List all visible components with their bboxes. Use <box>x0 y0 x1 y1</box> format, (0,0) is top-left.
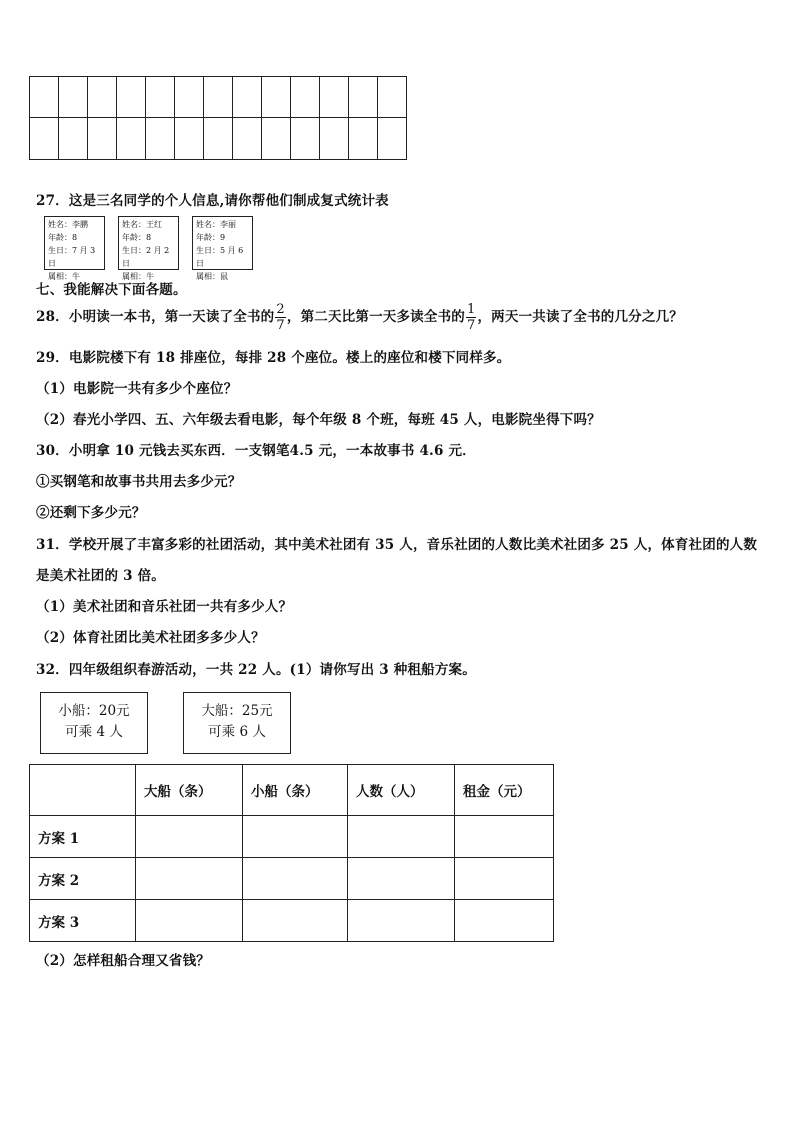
question-30-part-2: ②还剩下多少元？ <box>36 505 146 521</box>
q28-text-2: ，第二天比第一天多读全书的 <box>286 309 465 325</box>
table-header-row <box>30 765 554 816</box>
question-32: 32．四年级组织春游活动，一共 22 人。(1）请你写出 3 种租船方案。 <box>36 662 476 678</box>
card-zodiac: 属相：牛 <box>48 272 80 281</box>
table-cell[interactable] <box>243 816 348 858</box>
question-30-part-1: ①买钢笔和故事书共用去多少元？ <box>36 474 242 490</box>
table-cell[interactable] <box>136 900 243 942</box>
fraction-2-7 <box>275 302 285 333</box>
question-29-part-2: （2）春光小学四、五、六年级去看电影，每个年级 8 个班，每班 45 人，电影院坐得下吗？ <box>36 412 601 428</box>
small-boat-box <box>40 692 148 754</box>
fraction-denominator: 7 <box>466 318 476 333</box>
table-cell[interactable] <box>348 900 455 942</box>
table-header-cell <box>30 765 136 816</box>
question-28 <box>36 300 683 334</box>
table-cell[interactable] <box>455 816 554 858</box>
question-31-line-2: 是美术社团的 3 倍。 <box>36 568 165 584</box>
table-cell[interactable] <box>348 858 455 900</box>
info-card-3 <box>192 216 253 281</box>
section-heading: 七、我能解决下面各题。 <box>36 282 187 298</box>
card-age: 年龄：8 <box>122 233 152 242</box>
card-age: 年龄：8 <box>48 233 78 242</box>
big-boat-box <box>183 692 291 754</box>
info-card-1 <box>44 216 105 281</box>
fraction-numerator: 2 <box>276 302 285 317</box>
q28-text-1: 28．小明读一本书，第一天读了全书的 <box>36 309 275 325</box>
q28-text-3: ，两天一共读了全书的几分之几？ <box>477 309 683 325</box>
card-name: 姓名：李鹏 <box>48 220 88 229</box>
question-31-part-1: （1）美术社团和音乐社团一共有多少人？ <box>36 599 293 615</box>
plan-label: 方案 3 <box>30 900 136 942</box>
question-29: 29．电影院楼下有 18 排座位，每排 28 个座位。楼上的座位和楼下同样多。 <box>36 350 511 366</box>
table-cell[interactable] <box>136 858 243 900</box>
big-boat-price: 大船：25元 <box>201 703 273 719</box>
question-31-part-2: （2）体育社团比美术社团多多少人？ <box>36 630 265 646</box>
table-header-cell: 小船（条） <box>243 765 348 816</box>
card-zodiac: 属相：牛 <box>122 272 154 281</box>
question-27: 27．这是三名同学的个人信息,请你帮他们制成复式统计表 <box>36 193 389 209</box>
table-row <box>30 900 554 942</box>
question-31-line-1: 31．学校开展了丰富多彩的社团活动，其中美术社团有 35 人，音乐社团的人数比美术社团多 25 人，体育社团的人数 <box>36 537 758 553</box>
info-card-2 <box>118 216 179 281</box>
fraction-1-7 <box>466 302 476 333</box>
small-boat-price: 小船：20元 <box>58 703 130 719</box>
table-cell[interactable] <box>348 816 455 858</box>
empty-answer-grid <box>29 76 407 160</box>
table-row <box>30 858 554 900</box>
table-header-cell: 人数（人） <box>348 765 455 816</box>
card-birthday: 生日：2 月 2 日 <box>122 246 170 268</box>
fraction-numerator: 1 <box>466 302 476 317</box>
table-cell[interactable] <box>243 858 348 900</box>
big-boat-capacity: 可乘 6 人 <box>208 724 266 740</box>
boat-plan-table <box>29 764 554 942</box>
table-cell[interactable] <box>243 900 348 942</box>
table-header-cell: 租金（元） <box>455 765 554 816</box>
card-birthday: 生日：7 月 3 日 <box>48 246 96 268</box>
small-boat-capacity: 可乘 4 人 <box>65 724 123 740</box>
plan-label: 方案 2 <box>30 858 136 900</box>
question-30: 30．小明拿 10 元钱去买东西．一支钢笔4.5 元，一本故事书 4.6 元． <box>36 443 476 459</box>
card-age: 年龄：9 <box>196 233 226 242</box>
table-header-cell: 大船（条） <box>136 765 243 816</box>
question-32-part-2: （2）怎样租船合理又省钱？ <box>36 953 210 969</box>
table-cell[interactable] <box>455 900 554 942</box>
card-name: 姓名：王红 <box>122 220 162 229</box>
card-birthday: 生日：5 月 6 日 <box>196 246 244 268</box>
table-cell[interactable] <box>136 816 243 858</box>
question-29-part-1: （1）电影院一共有多少个座位？ <box>36 381 238 397</box>
card-zodiac: 属相：鼠 <box>196 272 228 281</box>
table-row <box>30 816 554 858</box>
fraction-denominator: 7 <box>276 318 285 333</box>
plan-label: 方案 1 <box>30 816 136 858</box>
card-name: 姓名：李丽 <box>196 220 236 229</box>
table-cell[interactable] <box>455 858 554 900</box>
